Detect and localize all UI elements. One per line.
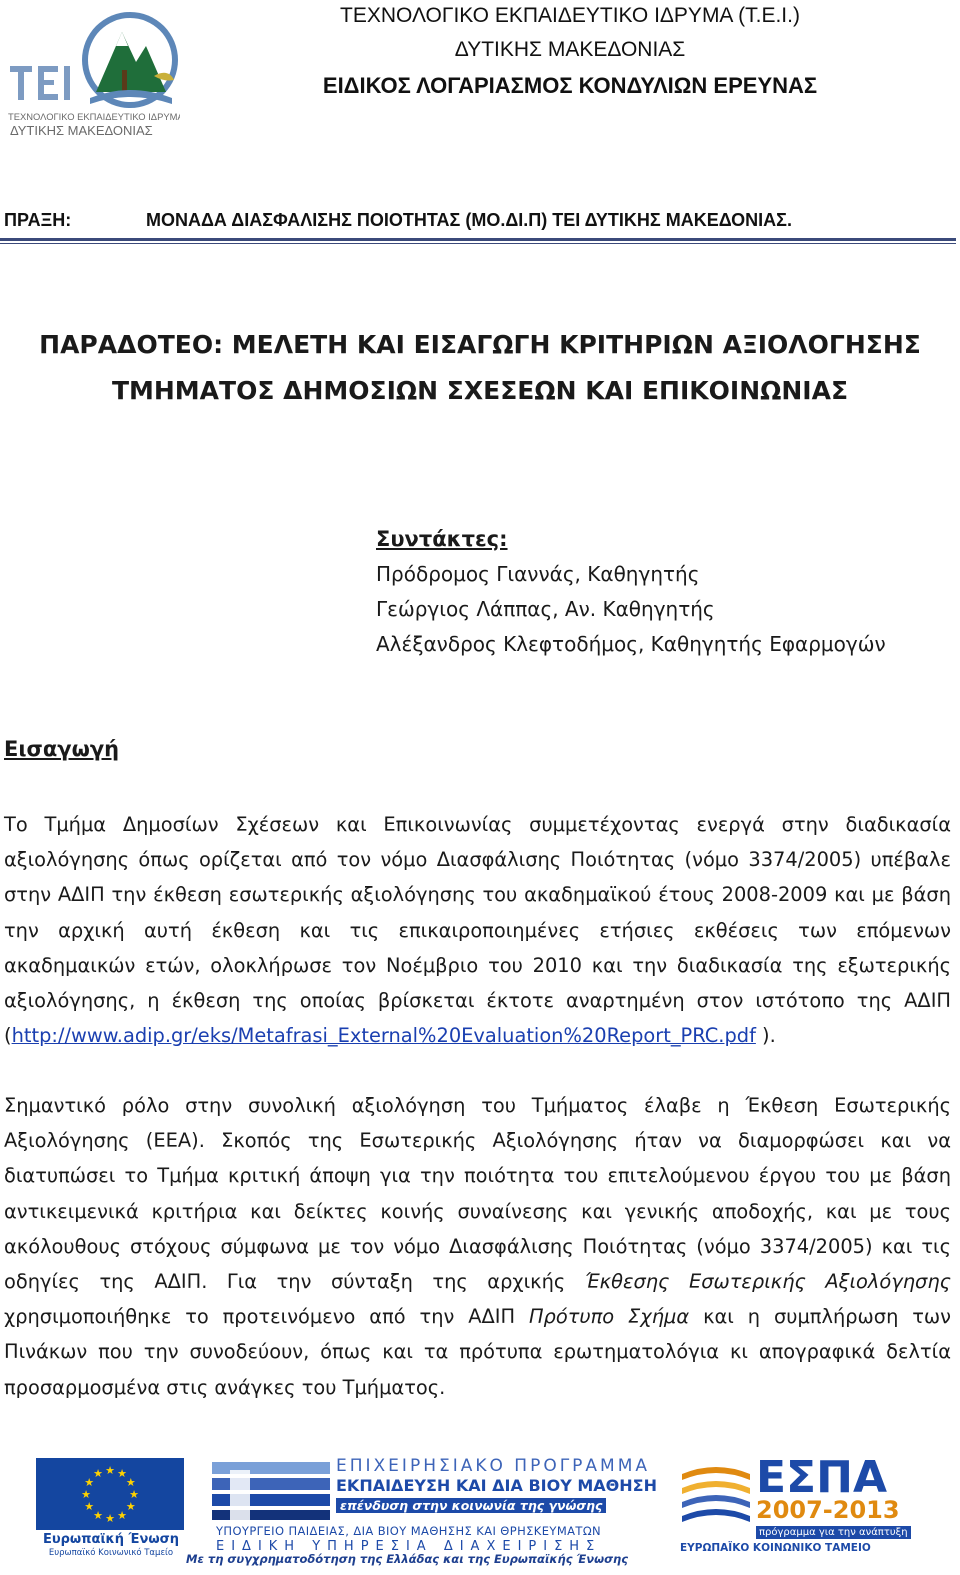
para1-text: Το Τμήμα Δημοσίων Σχέσεων και Επικοινωνίας συμμετέχοντας ενεργά στην διαδικασία αξιολόγησης όπως ορίζεται από τον νόμο Διασφάλισης Ποιότητας (νόμο 3374/2005) υπέβαλε στην ΑΔΙΠ την έκθεση εσωτερικής αξιολόγησης του ακαδημαϊκού έτους 2008-2009 και με βάση την αρχική αυτή έκθεση και τις επικαιροποιημένες ετήσιες εκθέσεις των επόμενων ακαδημαικών ετών, ολοκλήρωσε τον Νοέμβριο του 2010 και την διαδικασία της εξωτερικής αξιολόγησης, η έκθεση της οποίας βρίσκεται έκτοτε αναρτημένη στον ιστότοπο της ΑΔΙΠ (: [4, 813, 951, 1048]
project-row: [4, 210, 956, 236]
eu-star-icon: ★: [105, 1512, 115, 1525]
para2-text-1: Σημαντικό ρόλο στην συνολική αξιολόγηση του Τμήματος έλαβε η Έκθεση Εσωτερικής Αξιολόγησης (ΕΕΑ). Σκοπός της Εσωτερικής Αξιολόγησης ήταν να διαμορφώσει και να διατυπώσει το Τμήμα κριτική άποψη για την ποιότητα του επιτελούμενου έργου του με βάση αντικειμενικά κριτήρια και δείκτες κοινής συναίνεσης και γενικής αποδοχής, και με τους ακόλουθους στόχους σύμφωνα με τον νόμο Διασφάλισης Ποιότητας (νόμο 3374/2005) και τις οδηγίες της ΑΔΙΠ. Για την σύνταξη της αρχικής: [4, 1094, 951, 1294]
eu-star-icon: ★: [125, 1476, 136, 1489]
intro-paragraph-2: [4, 1088, 951, 1405]
op-title: ΕΠΙΧΕΙΡΗΣΙΑΚΟ ΠΡΟΓΡΑΜΜΑ: [336, 1456, 651, 1476]
research-account-title: ΕΙΔΙΚΟΣ ΛΟΓΑΡΙΑΣΜΟΣ ΚΟΝΔΥΛΙΩΝ ΕΡΕΥΝΑΣ: [322, 73, 818, 98]
espa-waves-icon: [680, 1460, 752, 1524]
para2-italic-1: Έκθεσης Εσωτερικής Αξιολόγησης: [584, 1270, 951, 1294]
eu-star-icon: ★: [84, 1476, 95, 1489]
eu-flag-icon: [36, 1458, 184, 1530]
eu-star-icon: ★: [105, 1464, 115, 1477]
adip-report-link[interactable]: http://www.adip.gr/eks/Metafrasi_External%20Evaluation%20Report_PRC.pdf: [11, 1024, 756, 1048]
author-item: Αλέξανδρος Κλεφτοδήμος, Καθηγητής Εφαρμογών: [376, 632, 886, 656]
project-label: ΠΡΑΞΗ:: [4, 210, 72, 230]
esf-label: Ευρωπαϊκό Κοινωνικό Ταμείο: [48, 1548, 174, 1558]
header-divider-thin: [0, 243, 956, 244]
document-title-line2: ΤΜΗΜΑΤΟΣ ΔΗΜΟΣΙΩΝ ΣΧΕΣΕΩΝ ΚΑΙ ΕΠΙΚΟΙΝΩΝΙΑΣ: [111, 376, 849, 405]
eu-star-icon: ★: [93, 1467, 103, 1481]
cofunding-statement: Με τη συγχρηματοδότηση της Ελλάδας και της Ευρωπαϊκής Ένωσης: [186, 1552, 629, 1566]
authors-block: [376, 522, 936, 662]
document-title-line1: ΠΑΡΑΔΟΤΕΟ: ΜΕΛΕΤΗ ΚΑΙ ΕΙΣΑΓΩΓΗ ΚΡΙΤΗΡΙΩΝ ΑΞΙΟΛΟΓΗΣΗΣ: [39, 330, 921, 359]
intro-paragraph-1: [4, 807, 951, 1053]
eu-star-icon: ★: [93, 1508, 103, 1522]
para2-text-3: και η συμπλήρωση των Πινάκων που την συνοδεύουν, όπως και τα πρότυπα ερωτηματολόγια κι απογραφικά δελτία προσαρμοσμένα στις ανάγκες του Τμήματος.: [4, 1305, 952, 1399]
eu-star-icon: ★: [81, 1488, 91, 1501]
espa-wordmark: ΕΣΠΑ: [756, 1452, 887, 1503]
espa-logo: [680, 1452, 920, 1556]
eu-label: Ευρωπαϊκή Ένωση: [42, 1532, 180, 1547]
eu-star-icon: ★: [117, 1467, 127, 1481]
eu-star-icon: ★: [117, 1508, 127, 1522]
project-value: ΜΟΝΑΔΑ ΔΙΑΣΦΑΛΙΣΗΣ ΠΟΙΟΤΗΤΑΣ (ΜΟ.ΔΙ.Π) ΤΕΙ ΔΥΤΙΚΗΣ ΜΑΚΕΔΟΝΙΑΣ.: [146, 210, 792, 230]
op-name: ΕΚΠΑΙΔΕΥΣΗ ΚΑΙ ΔΙΑ ΒΙΟΥ ΜΑΘΗΣΗ: [336, 1476, 657, 1495]
para2-italic-2: Πρότυπο Σχήμα: [528, 1305, 690, 1329]
tei-logo-icon: [4, 2, 180, 142]
authors-heading: Συντάκτες:: [376, 527, 508, 551]
institution-name: ΤΕΧΝΟΛΟΓΙΚΟ ΕΚΠΑΙΔΕΥΤΙΚΟ ΙΔΡΥΜΑ (Τ.Ε.Ι.): [340, 4, 800, 27]
header-divider-thick: [0, 238, 956, 241]
management-service-label: ΕΙΔΙΚΗ ΥΠΗΡΕΣΙΑ ΔΙΑΧΕΙΡΙΣΗΣ: [216, 1539, 602, 1554]
para2-text-2: χρησιμοποιήθηκε το προτεινόμενο από την ΑΔΙΠ: [4, 1305, 529, 1329]
author-item: Πρόδρομος Γιαννάς, Καθηγητής: [376, 562, 700, 586]
institution-region: ΔΥΤΙΚΗΣ ΜΑΚΕΔΟΝΙΑΣ: [454, 38, 686, 61]
espa-subtitle: πρόγραμμα για την ανάπτυξη: [756, 1526, 911, 1539]
espa-years: 2007-2013: [756, 1496, 900, 1524]
eu-star-icon: ★: [125, 1500, 136, 1513]
eu-logo: [36, 1458, 186, 1558]
esf-caption: ΕΥΡΩΠΑΪΚΟ ΚΟΙΝΩΝΙΚΟ ΤΑΜΕΙΟ: [680, 1542, 871, 1554]
eu-star-icon: ★: [84, 1500, 95, 1513]
ministry-label: ΥΠΟΥΡΓΕΙΟ ΠΑΙΔΕΙΑΣ, ΔΙΑ ΒΙΟΥ ΜΑΘΗΣΗΣ ΚΑΙ ΘΡΗΣΚΕΥΜΑΤΩΝ: [216, 1524, 602, 1538]
op-slogan: επένδυση στην κοινωνία της γνώσης: [336, 1498, 606, 1513]
op-bars-icon: [212, 1460, 332, 1522]
logo-text-line1: ΤΕΧΝΟΛΟΓΙΚΟ ΕΚΠΑΙΔΕΥΤΙΚΟ ΙΔΡΥΜΑ: [8, 111, 180, 122]
operational-programme-logo: [212, 1456, 660, 1566]
tei-logo: [4, 2, 180, 142]
funding-footer: [0, 1450, 960, 1575]
intro-heading: Εισαγωγή: [4, 737, 120, 761]
eu-star-icon: ★: [129, 1488, 139, 1501]
author-item: Γεώργιος Λάππας, Αν. Καθηγητής: [376, 597, 715, 621]
logo-text-line2: ΔΥΤΙΚΗΣ ΜΑΚΕΔΟΝΙΑΣ: [10, 123, 153, 138]
para1-tail: ).: [755, 1024, 776, 1048]
